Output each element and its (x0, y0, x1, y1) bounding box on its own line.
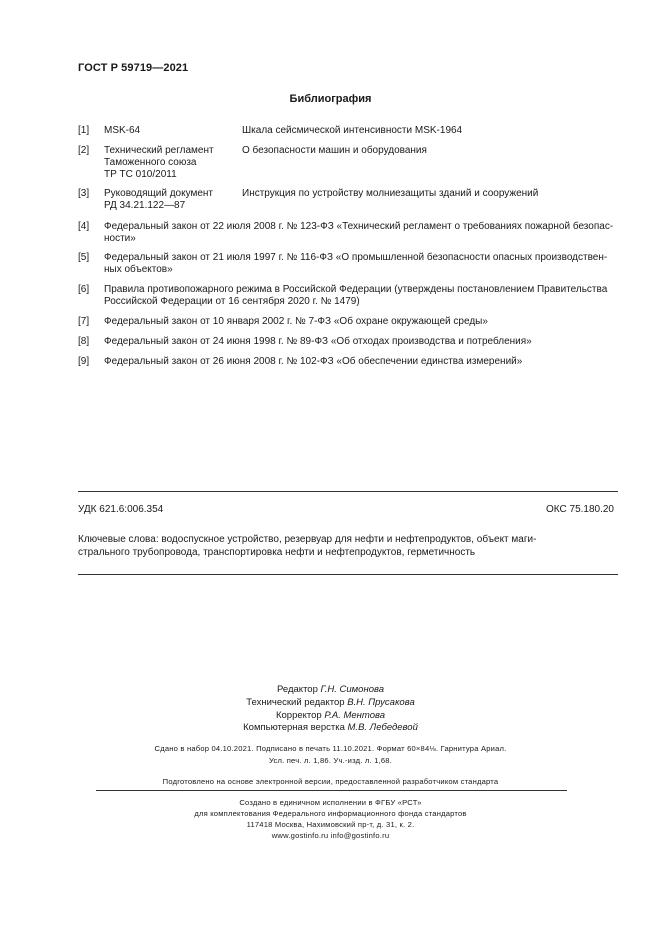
reference-number: [3] (78, 188, 90, 199)
oks-code: ОКС 75.180.20 (546, 504, 614, 515)
reference-document: MSK-64 (104, 125, 141, 136)
standard-number: ГОСТ Р 59719—2021 (78, 62, 189, 74)
imprint-line-1: Сдано в набор 04.10.2021. Подписано в печать 11.10.2021. Формат 60×84⅛. Гарнитура Ариал. (154, 744, 507, 753)
reference-document-line: Руководящий документ (104, 188, 213, 199)
credit-layout (0, 722, 661, 734)
reference-number: [6] (78, 284, 90, 295)
reference-text (104, 284, 618, 308)
publisher-line: для комплектования Федерального информационного фонда стандартов (194, 809, 467, 818)
keywords-line: стрального трубопровода, транспортировка нефти и нефтепродуктов, герметичность (78, 547, 476, 558)
credit-role: Корректор (275, 710, 322, 721)
reference-document-line: Технический регламент (104, 145, 214, 156)
credit-role: Технический редактор (246, 697, 345, 708)
reference-number: [5] (78, 252, 90, 263)
reference-text-line: ных объектов» (104, 264, 173, 275)
keywords-line: Ключевые слова: водоспускное устройство, резервуар для нефти и нефтепродуктов, объект маги- (78, 534, 537, 545)
imprint-line-2: Усл. печ. л. 1,86. Уч.-изд. л. 1,68. (268, 756, 393, 765)
credit-proofreader (0, 710, 661, 722)
credit-tech-editor (0, 697, 661, 709)
publisher-line: Создано в единичном исполнении в ФГБУ «РСТ» (239, 798, 422, 807)
reference-number: [2] (78, 145, 90, 156)
reference-text-line: Федеральный закон от 21 июля 1997 г. № 116-ФЗ «О промышленной безопасности опасных производствен- (104, 252, 608, 263)
reference-number: [4] (78, 221, 90, 232)
reference-title: О безопасности машин и оборудования (242, 145, 427, 156)
reference-number: [7] (78, 316, 90, 327)
reference-number: [1] (78, 125, 90, 136)
reference-text-line: Федеральный закон от 22 июля 2008 г. № 123-ФЗ «Технический регламент о требованиях пожарной безопас- (104, 221, 614, 232)
reference-number: [8] (78, 336, 90, 347)
credit-person: В.Н. Прусакова (347, 697, 415, 708)
divider-top (78, 491, 618, 492)
credit-role: Редактор (276, 684, 318, 695)
credit-person: М.В. Лебедевой (347, 722, 418, 733)
reference-document-line: РД 34.21.122—87 (104, 200, 186, 211)
divider-bottom (78, 574, 618, 575)
reference-title: Инструкция по устройству молниезащиты зданий и сооружений (242, 188, 539, 199)
publisher-contacts: www.gostinfo.ru info@gostinfo.ru (271, 831, 390, 840)
keywords (78, 533, 618, 559)
reference-document (104, 145, 239, 181)
reference-text: Федеральный закон от 24 июня 1998 г. № 89-ФЗ «Об отходах производства и потребления» (104, 336, 532, 347)
reference-title: Шкала сейсмической интенсивности MSK-1964 (242, 125, 463, 136)
publisher-line: 117418 Москва, Нахимовский пр-т, д. 31, к. 2. (246, 820, 415, 829)
credit-role: Компьютерная верстка (243, 722, 345, 733)
imprint-prepared: Подготовлено на основе электронной версии, предоставленной разработчиком стандарта (162, 777, 499, 786)
reference-text-line: Правила противопожарного режима в Российской Федерации (утверждены постановлением Правительства (104, 284, 608, 295)
reference-document (104, 188, 239, 212)
reference-text (104, 221, 618, 245)
reference-number: [9] (78, 356, 90, 367)
reference-text: Федеральный закон от 26 июня 2008 г. № 102-ФЗ «Об обеспечении единства измерений» (104, 356, 523, 367)
imprint-divider (96, 790, 567, 791)
credit-person: Г.Н. Симонова (320, 684, 385, 695)
reference-text: Федеральный закон от 10 января 2002 г. № 7-ФЗ «Об охране окружающей среды» (104, 316, 488, 327)
bibliography-title: Библиография (289, 93, 372, 105)
reference-text-line: Российской Федерации от 16 сентября 2020 г. № 1479) (104, 296, 360, 307)
credit-person: Р.А. Ментова (324, 710, 386, 721)
reference-document-line: Таможенного союза (104, 157, 197, 168)
reference-document-line: ТР ТС 010/2011 (104, 169, 177, 180)
credit-editor (0, 684, 661, 696)
reference-text-line: ности» (104, 233, 136, 244)
reference-text (104, 252, 618, 276)
udc-code: УДК 621.6:006.354 (78, 504, 164, 515)
